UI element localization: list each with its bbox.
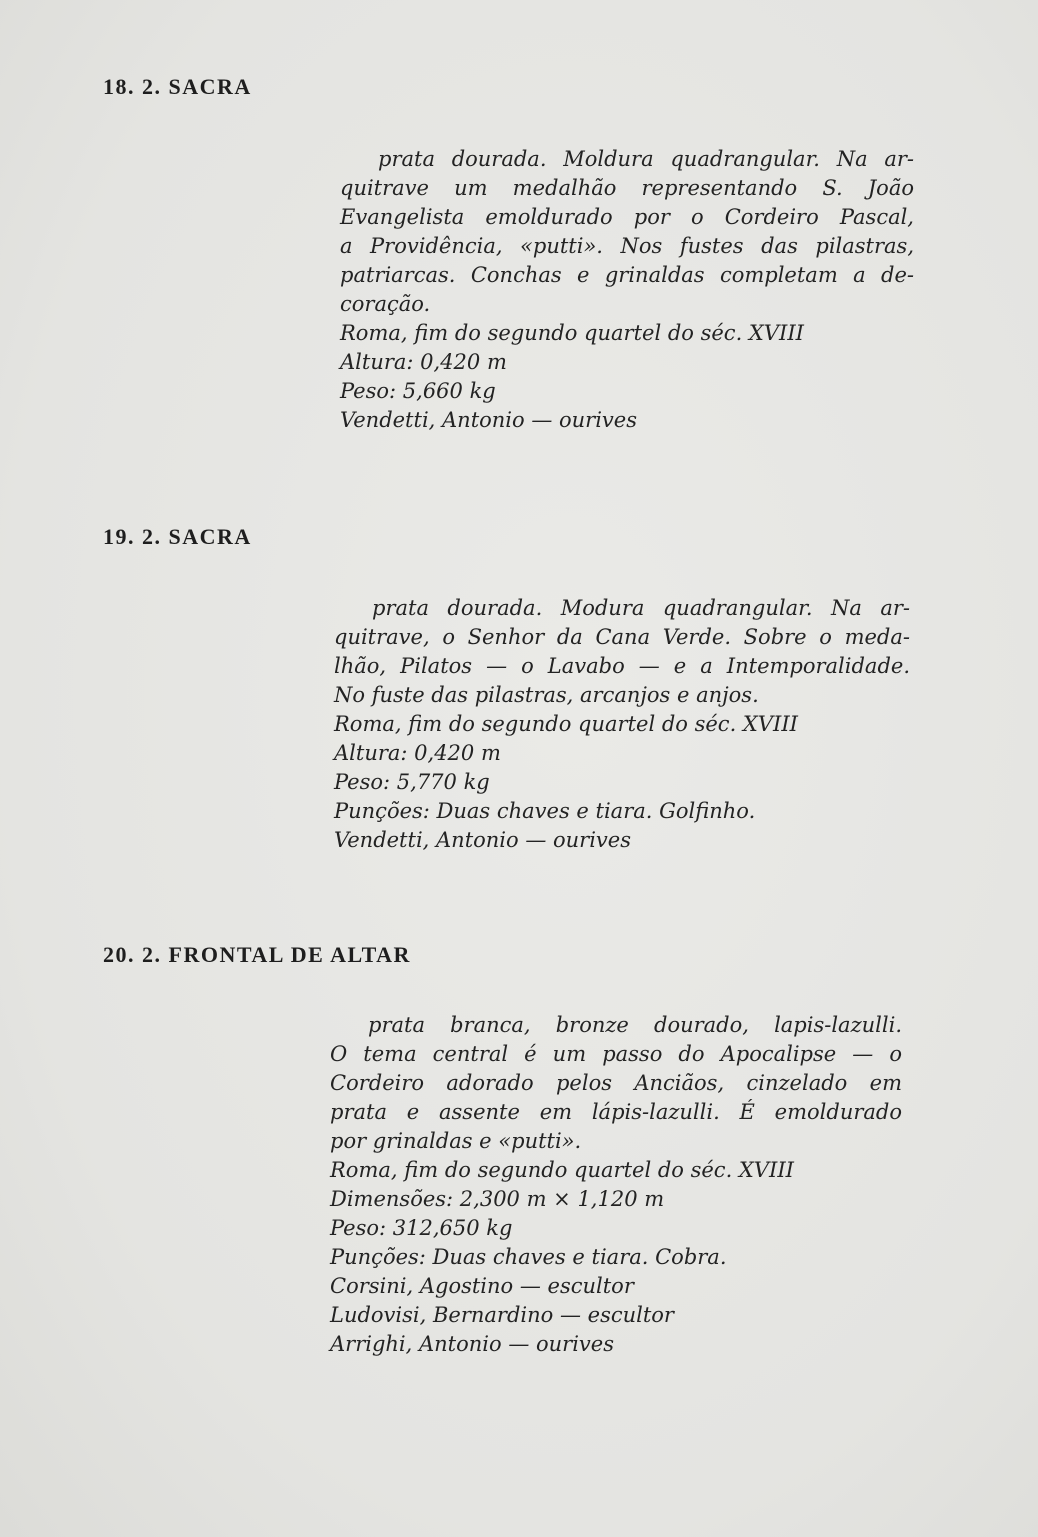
maker: Vendetti, Antonio — ourives: [334, 828, 632, 852]
entry-heading: 19. 2. SACRA: [103, 524, 252, 549]
maker: Arrighi, Antonio — ourives: [330, 1332, 614, 1356]
entry-heading: 20. 2. FRONTAL DE ALTAR: [103, 942, 411, 967]
description-line: a Providência, «putti». Nos fustes das pilastras,: [340, 234, 914, 258]
weight: Peso: 312,650 kg: [330, 1216, 513, 1240]
description-line: prata dourada. Modura quadrangular. Na ar-: [372, 596, 910, 620]
entry-body: [340, 145, 914, 435]
description-line: prata branca, bronze dourado, lapis-lazulli.: [368, 1013, 902, 1037]
maker: Corsini, Agostino — escultor: [330, 1274, 634, 1298]
description-line: O tema central é um passo do Apocalipse — o: [330, 1042, 902, 1066]
description-line: Evangelista emoldurado por o Cordeiro Pascal,: [340, 205, 914, 229]
description-line: Cordeiro adorado pelos Anciãos, cinzelado em: [330, 1071, 902, 1095]
entry-body: [330, 1011, 902, 1359]
entry-body: [334, 594, 910, 855]
description-line: patriarcas. Conchas e grinaldas completam a de-: [340, 263, 914, 287]
hallmarks: Punções: Duas chaves e tiara. Cobra.: [330, 1245, 727, 1269]
height: Altura: 0,420 m: [334, 741, 501, 765]
description-line: quitrave, o Senhor da Cana Verde. Sobre o meda-: [334, 625, 910, 649]
weight: Peso: 5,770 kg: [334, 770, 490, 794]
dimensions: Dimensões: 2,300 m × 1,120 m: [330, 1187, 665, 1211]
hallmarks: Punções: Duas chaves e tiara. Golfinho.: [334, 799, 756, 823]
place-date: Roma, fim do segundo quartel do séc. XVIII: [330, 1158, 794, 1182]
place-date: Roma, fim do segundo quartel do séc. XVIII: [340, 321, 804, 345]
place-date: Roma, fim do segundo quartel do séc. XVIII: [334, 712, 798, 736]
weight: Peso: 5,660 kg: [340, 379, 496, 403]
description-line: No fuste das pilastras, arcanjos e anjos.: [334, 683, 759, 707]
description-line: lhão, Pilatos — o Lavabo — e a Intemporalidade.: [334, 654, 910, 678]
maker: Ludovisi, Bernardino — escultor: [330, 1303, 674, 1327]
description-line: prata dourada. Moldura quadrangular. Na ar-: [378, 147, 914, 171]
description-line: coração.: [340, 292, 431, 316]
height: Altura: 0,420 m: [340, 350, 507, 374]
description-line: por grinaldas e «putti».: [330, 1129, 582, 1153]
maker: Vendetti, Antonio — ourives: [340, 408, 638, 432]
description-line: quitrave um medalhão representando S. João: [340, 176, 914, 200]
description-line: prata e assente em lápis-lazulli. É emoldurado: [330, 1100, 902, 1124]
entry-heading: 18. 2. SACRA: [103, 74, 252, 99]
